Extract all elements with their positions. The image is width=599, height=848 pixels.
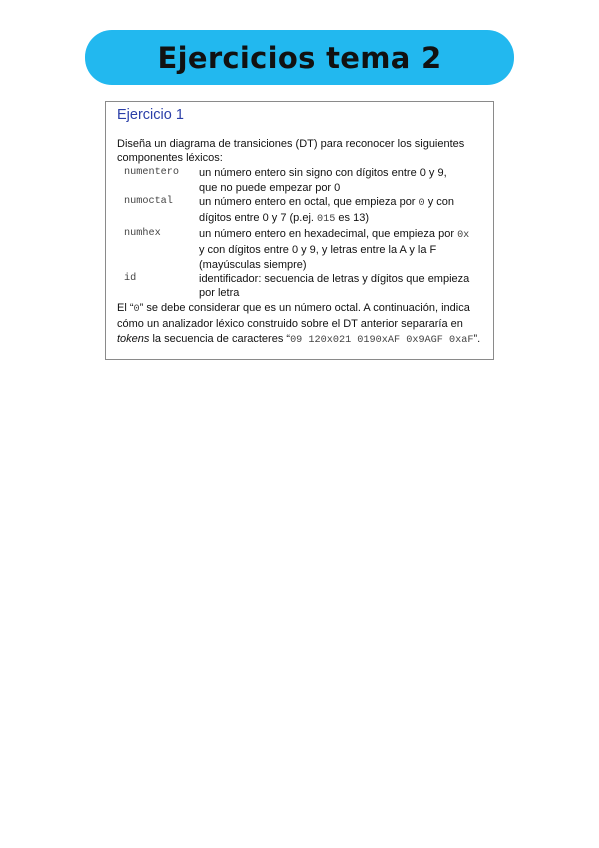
component-row: [124, 195, 493, 227]
component-desc: un número entero sin signo con dígitos entre 0 y 9, que no puede empezar por 0: [199, 167, 447, 194]
exercise-title: Ejercicio 1: [117, 107, 184, 123]
component-desc: identificador: secuencia de letras y dígitos que empieza por letra: [199, 272, 470, 300]
component-row: [124, 272, 493, 300]
exercise-outro: El “0” se debe considerar que es un número octal. A continuación, indica cómo un analizador léxico construido sobre el DT anterior separaría en tokens la secuencia de caracteres “09 120x021 0190xAF 0x9AGF 0xaF”.: [117, 302, 481, 346]
component-row: [124, 166, 493, 194]
component-term: numentero: [124, 167, 180, 179]
component-desc: un número entero en hexadecimal, que empieza por 0x y con dígitos entre 0 y 9, y letras entre la A y la F (mayúsculas siempre): [199, 228, 470, 271]
component-term: numhex: [124, 228, 161, 240]
exercise-intro: Diseña un diagrama de transiciones (DT) para reconocer los siguientes componentes léxicos:: [117, 138, 465, 165]
component-term: numoctal: [124, 195, 173, 207]
exercise-box: [105, 101, 494, 360]
component-desc: un número entero en octal, que empieza por 0 y con dígitos entre 0 y 7 (p.ej. 015 es 13): [199, 195, 455, 226]
components-list: [124, 166, 493, 300]
page-title: Ejercicios tema 2: [157, 40, 442, 75]
component-term: id: [124, 272, 137, 284]
header-banner: [85, 30, 514, 85]
component-row: [124, 227, 493, 272]
